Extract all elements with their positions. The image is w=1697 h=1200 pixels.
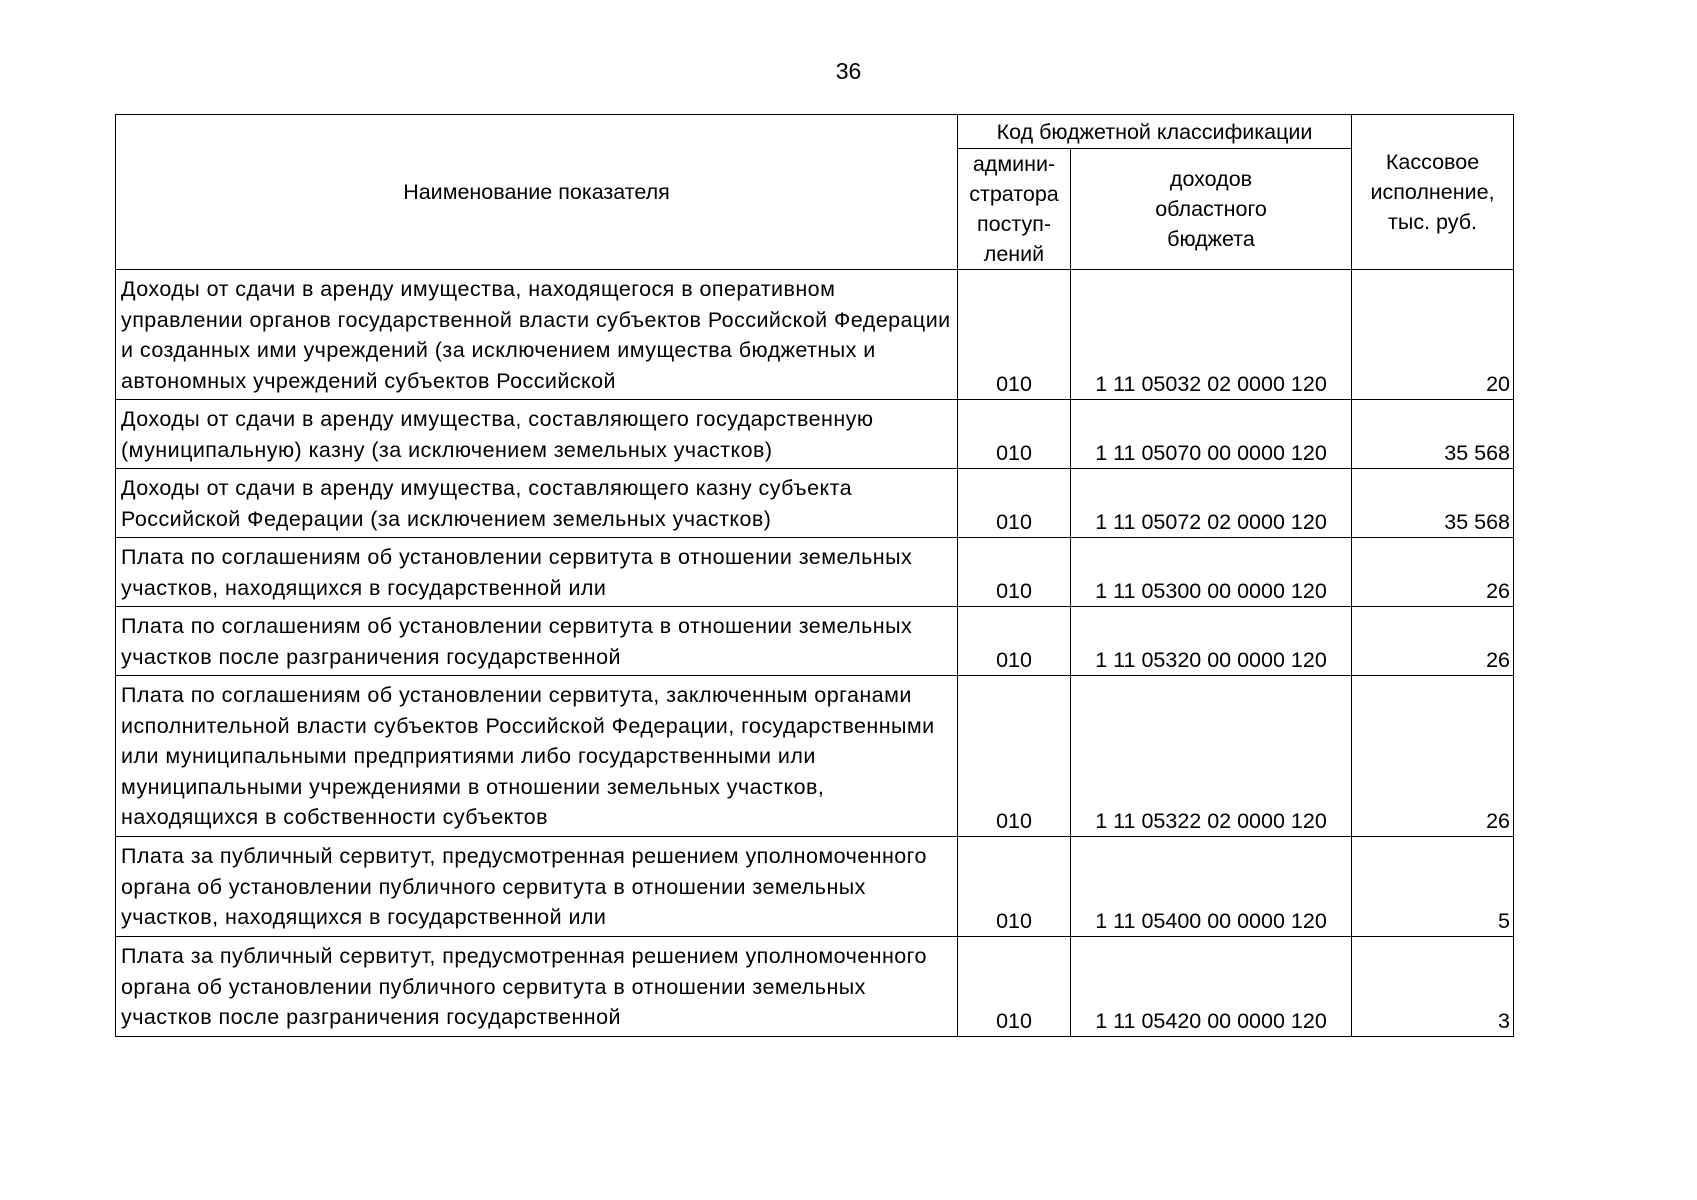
row-name-text: Плата за публичный сервитут, предусмотренная решением уполномоченного органа об установлении публичного сервитута в отношении земельных участков, находящихся в государственной или [121, 844, 927, 929]
row-code: 1 11 05322 02 0000 120 [1071, 676, 1352, 837]
row-amount: 3 [1352, 937, 1514, 1037]
table-row [116, 270, 1514, 400]
row-name-text: Доходы от сдачи в аренду имущества, составляющего государственную (муниципальную) казну (за исключением земельных участков) [121, 407, 874, 462]
header-admin-line3: поступ- [977, 212, 1051, 236]
row-amount: 26 [1352, 538, 1514, 607]
budget-table [115, 114, 1514, 1037]
row-code: 1 11 05420 00 0000 120 [1071, 937, 1352, 1037]
page-number: 36 [835, 58, 862, 84]
row-code: 1 11 05320 00 0000 120 [1071, 607, 1352, 676]
header-revenue-line3: бюджета [1167, 227, 1255, 251]
header-code-group: Код бюджетной классификации [958, 115, 1352, 149]
row-amount: 35 568 [1352, 469, 1514, 538]
row-name [116, 607, 958, 676]
table-row [116, 676, 1514, 837]
row-amount: 5 [1352, 837, 1514, 937]
row-name [116, 469, 958, 538]
row-name [116, 837, 958, 937]
row-amount: 26 [1352, 607, 1514, 676]
table-row [116, 538, 1514, 607]
table-row [116, 837, 1514, 937]
row-code: 1 11 05300 00 0000 120 [1071, 538, 1352, 607]
header-admin-line2: стратора [969, 182, 1059, 206]
row-name-text: Доходы от сдачи в аренду имущества, находящегося в оперативном управлении органов государственной власти субъектов Российской Федерации и созданных ими учреждений (за исключением имущества бюджетных и автономных учреждений субъектов Российской [121, 277, 951, 393]
row-admin: 010 [958, 469, 1071, 538]
row-name [116, 400, 958, 469]
header-admin-line4: лений [983, 242, 1045, 266]
header-revenue [1071, 149, 1352, 270]
table-row [116, 937, 1514, 1037]
table-row [116, 469, 1514, 538]
row-name-text: Плата по соглашениям об установлении сервитута в отношении земельных участков, находящихся в государственной или [121, 545, 913, 600]
row-amount: 26 [1352, 676, 1514, 837]
row-admin: 010 [958, 607, 1071, 676]
row-name [116, 538, 958, 607]
header-amount-line1: Кассовое [1385, 150, 1480, 174]
table-row [116, 400, 1514, 469]
row-code: 1 11 05072 02 0000 120 [1071, 469, 1352, 538]
row-admin: 010 [958, 676, 1071, 837]
row-name-text: Плата по соглашениям об установлении сервитута, заключенным органами исполнительной власти субъектов Российской Федерации, государственными или муниципальными предприятиями либо государственными или муниципальными учреждениями в отношении земельных участков, находящихся в собственности субъектов [121, 683, 935, 829]
row-code: 1 11 05400 00 0000 120 [1071, 837, 1352, 937]
row-admin: 010 [958, 270, 1071, 400]
row-name-text: Плата за публичный сервитут, предусмотренная решением уполномоченного органа об установлении публичного сервитута в отношении земельных участков после разграничения государственной [121, 944, 927, 1029]
row-name [116, 676, 958, 837]
header-revenue-line1: доходов [1169, 167, 1253, 191]
row-code: 1 11 05032 02 0000 120 [1071, 270, 1352, 400]
header-amount-line2: исполнение, [1370, 180, 1495, 204]
row-name-text: Плата по соглашениям об установлении сервитута в отношении земельных участков после разграничения государственной [121, 614, 913, 669]
row-admin: 010 [958, 538, 1071, 607]
row-amount: 35 568 [1352, 400, 1514, 469]
header-amount-line3: тыс. руб. [1388, 210, 1478, 234]
row-admin: 010 [958, 400, 1071, 469]
header-admin [958, 149, 1071, 270]
row-admin: 010 [958, 837, 1071, 937]
header-admin-line1: админи- [972, 152, 1056, 176]
row-amount: 20 [1352, 270, 1514, 400]
row-name [116, 937, 958, 1037]
row-admin: 010 [958, 937, 1071, 1037]
table-row [116, 607, 1514, 676]
header-amount [1352, 115, 1514, 270]
header-name: Наименование показателя [116, 115, 958, 270]
header-revenue-line2: областного [1155, 197, 1267, 221]
row-name [116, 270, 958, 400]
row-code: 1 11 05070 00 0000 120 [1071, 400, 1352, 469]
row-name-text: Доходы от сдачи в аренду имущества, составляющего казну субъекта Российской Федерации (за исключением земельных участков) [121, 476, 853, 531]
